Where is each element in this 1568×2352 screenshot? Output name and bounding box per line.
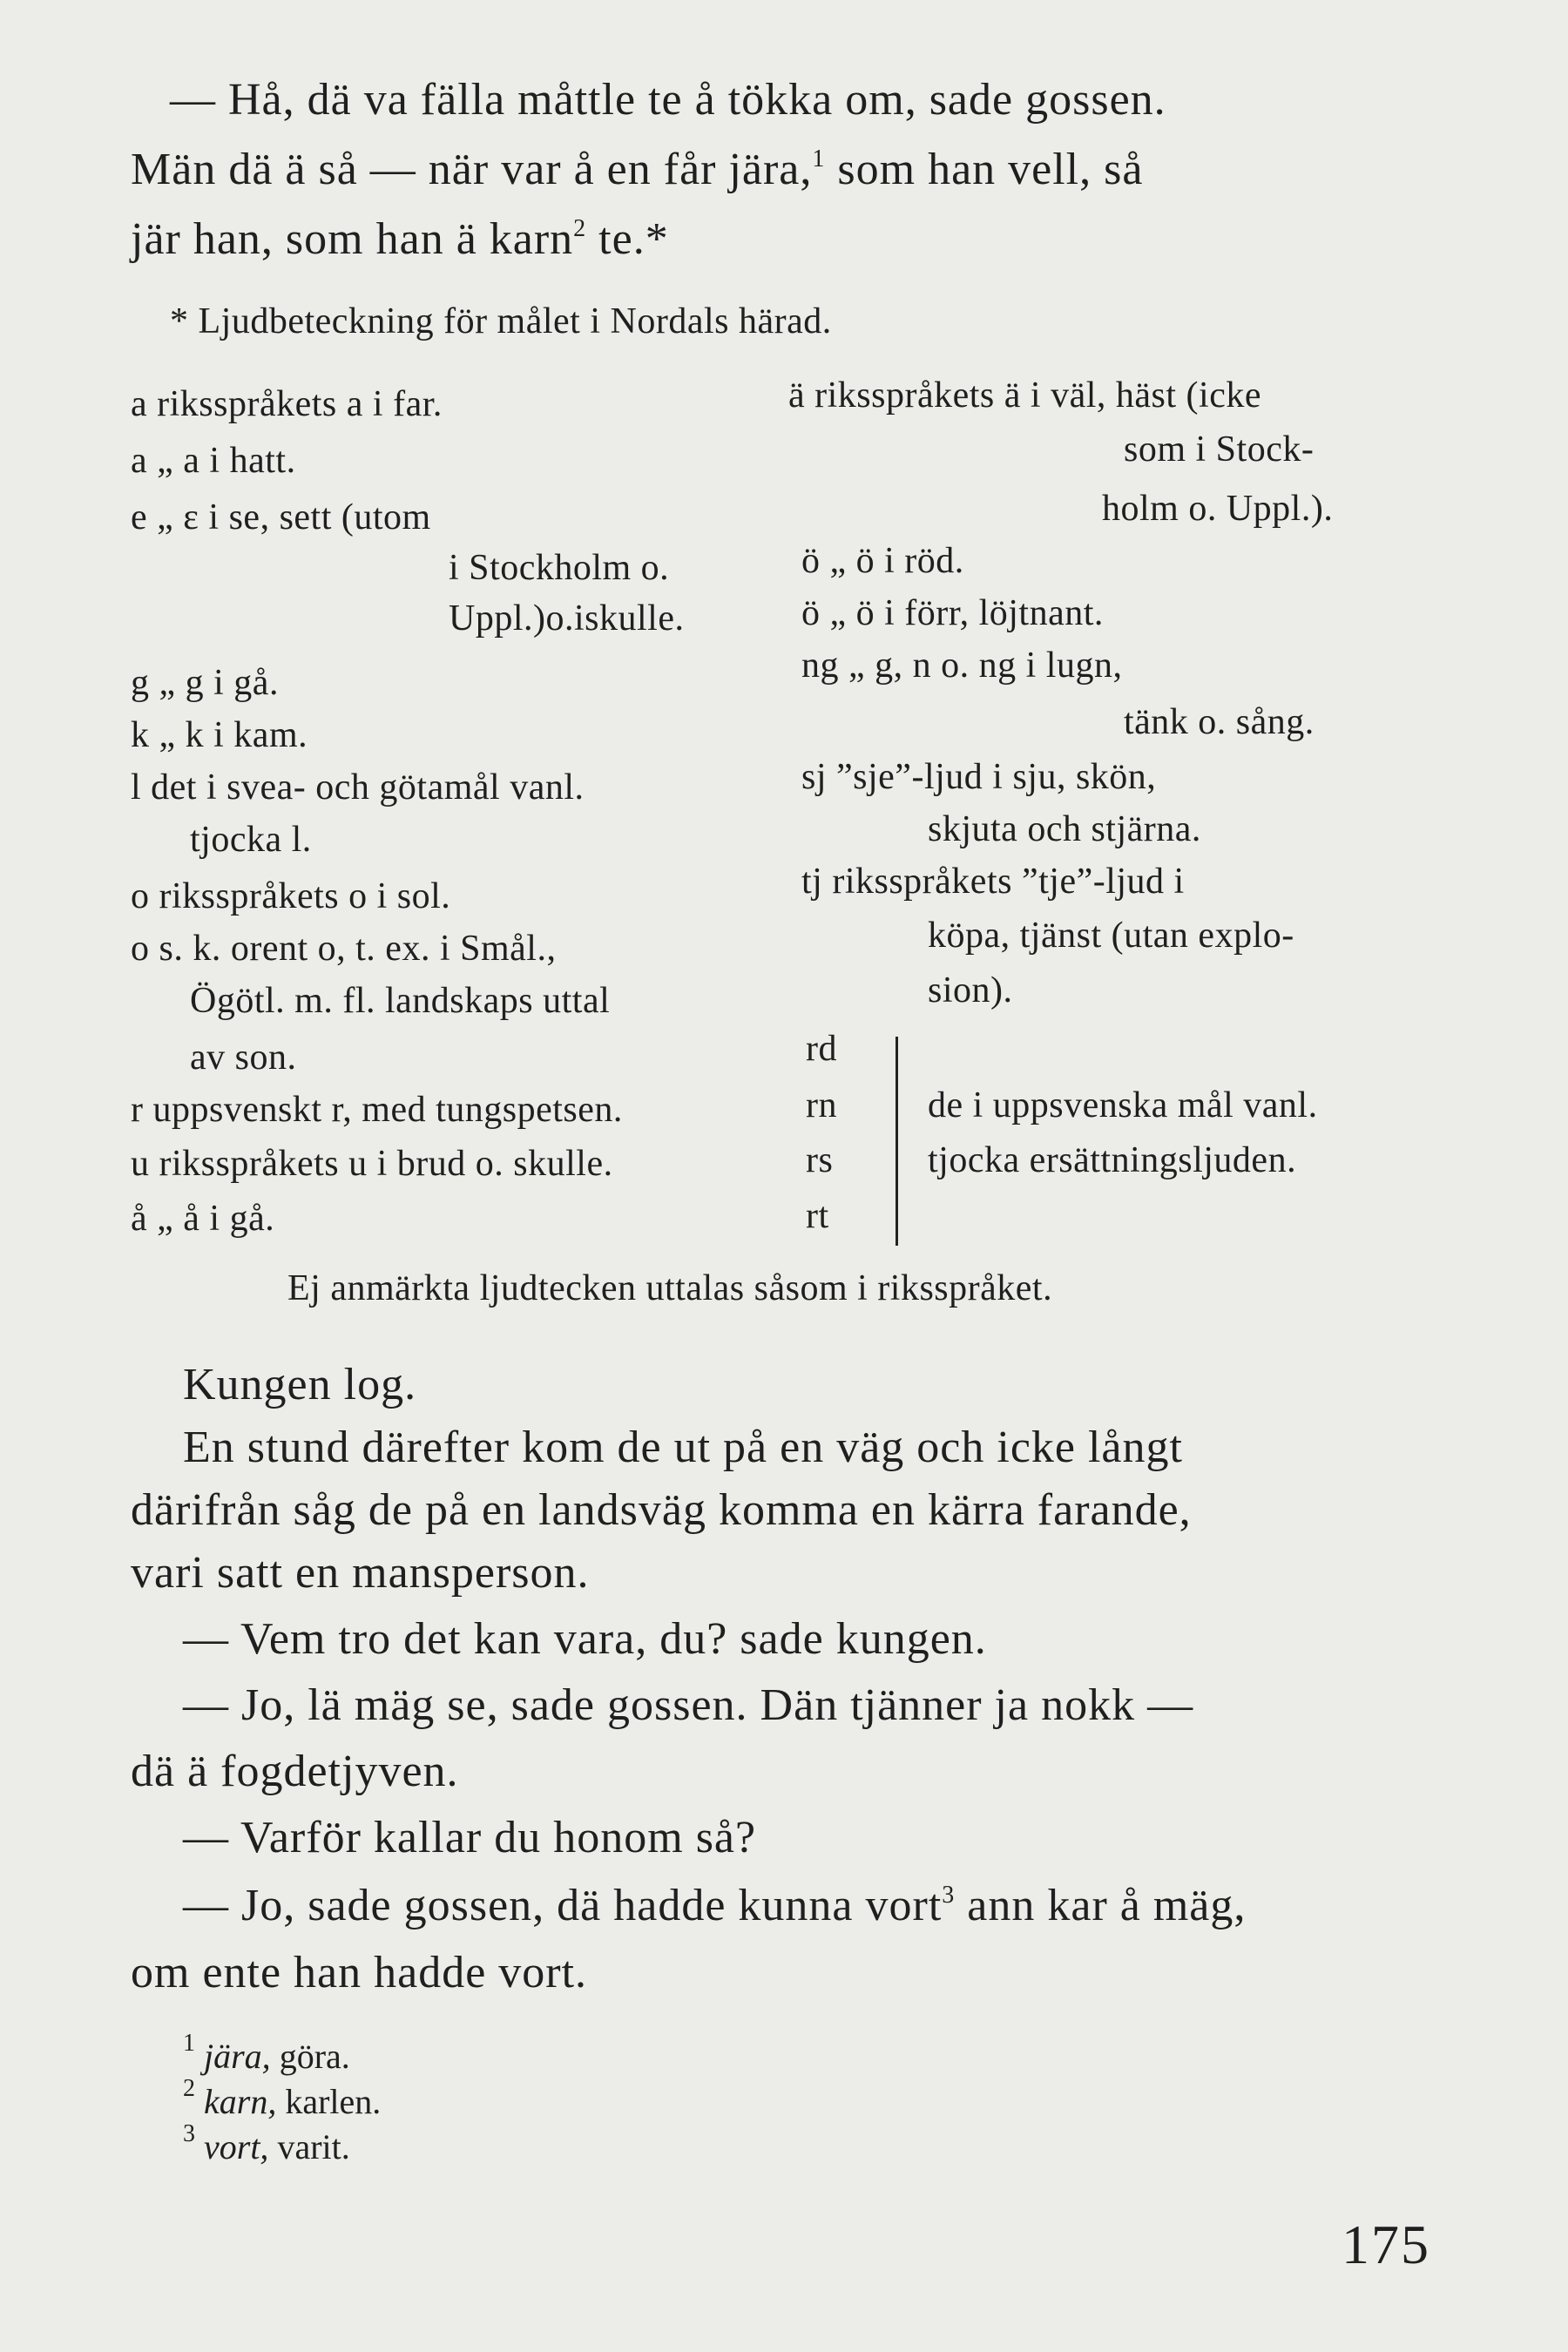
legend-left-item: g „ g i gå. [131, 663, 279, 703]
legend-right-item: ä riksspråkets ä i väl, häst (icke [788, 375, 1261, 416]
legend-right-item: tj riksspråkets ”tje”-ljud i [801, 862, 1185, 902]
legend-left-item: a riksspråkets a i far. [131, 384, 443, 424]
legend-left-item: e „ ɛ i se, sett (utom [131, 497, 431, 537]
body-line: En stund därefter kom de ut på en väg och icke långt [183, 1423, 1183, 1472]
legend-left-item: Uppl.)o.iskulle. [449, 598, 685, 639]
legend-right-item: skjuta och stjärna. [928, 809, 1201, 849]
legend-left-item: i Stockholm o. [449, 548, 670, 588]
group-brace [896, 1037, 898, 1246]
body-line: därifrån såg de på en landsväg komma en kärra farande, [131, 1485, 1192, 1535]
dialogue-line: Män dä ä så — när var å en får jära,$^1$ som han vell, så [131, 145, 1144, 194]
legend-left-item: k „ k i kam. [131, 715, 308, 755]
legend-right-item: holm o. Uppl.). [1102, 489, 1334, 529]
page-number: 175 [1342, 2213, 1430, 2275]
footnote: $^2$ karn, karlen. [183, 2075, 382, 2121]
body-line: — Jo, sade gossen, dä hadde kunna vort$^3$ ann kar å mäg, [183, 1881, 1247, 1930]
legend-right-item: ng „ g, n o. ng i lugn, [801, 645, 1123, 686]
legend-right-item: rd [806, 1029, 837, 1069]
legend-right-item: som i Stock- [1124, 429, 1315, 470]
legend-footer-note: Ej anmärkta ljudtecken uttalas såsom i riksspråket. [287, 1268, 1053, 1308]
legend-group-note: de i uppsvenska mål vanl. [928, 1085, 1318, 1125]
legend-right-item: rn [806, 1085, 837, 1125]
legend-left-item: a „ a i hatt. [131, 441, 296, 481]
footnote: $^3$ vort, varit. [183, 2120, 350, 2166]
legend-left-item: å „ å i gå. [131, 1199, 275, 1239]
legend-left-item: l det i svea- och götamål vanl. [131, 767, 585, 808]
legend-group-note: tjocka ersättningsljuden. [928, 1140, 1297, 1180]
legend-left-item: o riksspråkets o i sol. [131, 876, 451, 916]
legend-right-item: sj ”sje”-ljud i sju, skön, [801, 757, 1157, 797]
legend-left-item: Ögötl. m. fl. landskaps uttal [190, 981, 611, 1021]
legend-right-item: ö „ ö i förr, löjtnant. [801, 593, 1104, 633]
legend-left-item: r uppsvenskt r, med tungspetsen. [131, 1090, 623, 1130]
dialogue-line: jär han, som han ä karn$^2$ te.* [131, 214, 669, 264]
legend-left-item: o s. k. orent o, t. ex. i Smål., [131, 929, 557, 969]
legend-heading: * Ljudbeteckning för målet i Nordals härad. [170, 301, 832, 341]
body-line: vari satt en mansperson. [131, 1548, 590, 1598]
legend-left-item: av son. [190, 1037, 297, 1078]
footnote: $^1$ jära, göra. [183, 2030, 350, 2076]
legend-right-item: rt [806, 1196, 829, 1236]
legend-left-item: u riksspråkets u i brud o. skulle. [131, 1144, 613, 1184]
legend-left-item: tjocka l. [190, 820, 312, 860]
legend-right-item: sion). [928, 970, 1013, 1010]
body-line: Kungen log. [183, 1360, 417, 1409]
body-line: — Jo, lä mäg se, sade gossen. Dän tjänner ja nokk — [183, 1680, 1194, 1730]
body-line: — Vem tro det kan vara, du? sade kungen. [183, 1614, 987, 1664]
body-line: dä ä fogdetjyven. [131, 1747, 459, 1796]
legend-right-item: tänk o. sång. [1124, 702, 1315, 742]
legend-right-item: ö „ ö i röd. [801, 541, 964, 581]
dialogue-line: — Hå, dä va fälla måttle te å tökka om, sade gossen. [170, 75, 1166, 125]
body-line: om ente han hadde vort. [131, 1948, 588, 1997]
body-line: — Varför kallar du honom så? [183, 1813, 757, 1862]
legend-right-item: köpa, tjänst (utan explo- [928, 916, 1294, 956]
legend-right-item: rs [806, 1140, 834, 1180]
